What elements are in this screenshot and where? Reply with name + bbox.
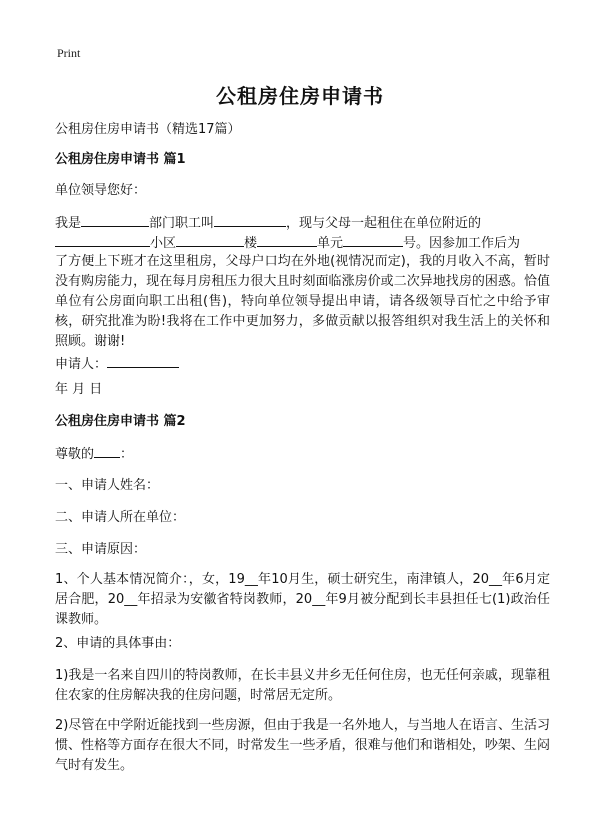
text-segment: ，现与父母一起租住在单位附近的 [286, 216, 482, 231]
section2-para3: 1)我是一名来自四川的特岗教师，在长丰县义井乡无任何住房，也无任何亲戚，现靠租住农家的住房解决我的住房问题，时常居无定所。 [55, 668, 550, 703]
section2-para4: 2)尽管在中学附近能找到一些房源，但由于我是一名外地人，与当地人在语言、生活习惯、性格等方面存在很大不同，时常发生一些矛盾，很难与他们和谐相处，吵架、生闷气时有发生。 [55, 718, 550, 773]
section2-item3: 三、申请原因： [55, 542, 147, 557]
text-segment: 楼 [244, 236, 258, 251]
text-segment: 号。因参加工作后为 [403, 236, 521, 251]
section2-item2: 二、申请人所在单位： [55, 510, 186, 525]
text-segment: 我是 [55, 216, 82, 231]
text-segment: 单元 [317, 236, 344, 251]
applicant-label: 申请人： [55, 357, 108, 372]
section1-applicant [55, 353, 550, 375]
fill-blank [343, 232, 403, 247]
section1-heading: 公租房住房申请书 篇1 [55, 152, 186, 167]
fill-blank [214, 212, 286, 227]
section1-date: 年 月 日 [55, 382, 103, 397]
print-link[interactable]: Print [57, 46, 81, 60]
fill-blank [107, 353, 179, 368]
intro-line: 公租房住房申请书（精选17篇） [55, 122, 241, 137]
section2-salutation [55, 443, 550, 465]
text-segment: 尊敬的 [55, 447, 95, 462]
fill-blank [176, 232, 244, 247]
section2-item1: 一、申请人姓名： [55, 478, 160, 493]
text-segment: 小区 [150, 236, 177, 251]
text-segment: ： [120, 447, 134, 462]
section2-heading: 公租房住房申请书 篇2 [55, 414, 186, 429]
section1-greeting: 单位领导您好： [55, 183, 147, 198]
section1-body: 了方便上下班才在这里租房，父母户口均在外地(视情况而定)，我的月收入不高，暂时没有购房能力，现在每月房租压力很大且时刻面临涨房价或二次异地找房的困惑。恰值单位有公房面向职工出租(售)，特向单位领导提出申请，请各级领导百忙之中给予审核，研究批准为盼!我将在工作中更加努力，多做贡献以报答组织对我生活上的关怀和照顾。谢谢! [55, 254, 550, 349]
fill-blank [257, 232, 317, 247]
fill-blank [55, 232, 150, 247]
text-segment: 部门职工叫 [149, 216, 215, 231]
section1-line1 [55, 212, 550, 234]
fill-blank [81, 212, 149, 227]
section2-para1: 1、个人基本情况简介：，女，19__年10月生，硕士研究生，南津镇人，20__年6月定居合肥，20__年招录为安徽省特岗教师，20__年9月被分配到长丰县担任七(1)政治任课教师。 [55, 572, 550, 627]
page-title: 公租房住房申请书 [216, 84, 384, 108]
fill-blank [94, 443, 120, 458]
section2-para2: 2、申请的具体事由： [55, 636, 181, 651]
section1-line2 [55, 232, 550, 254]
